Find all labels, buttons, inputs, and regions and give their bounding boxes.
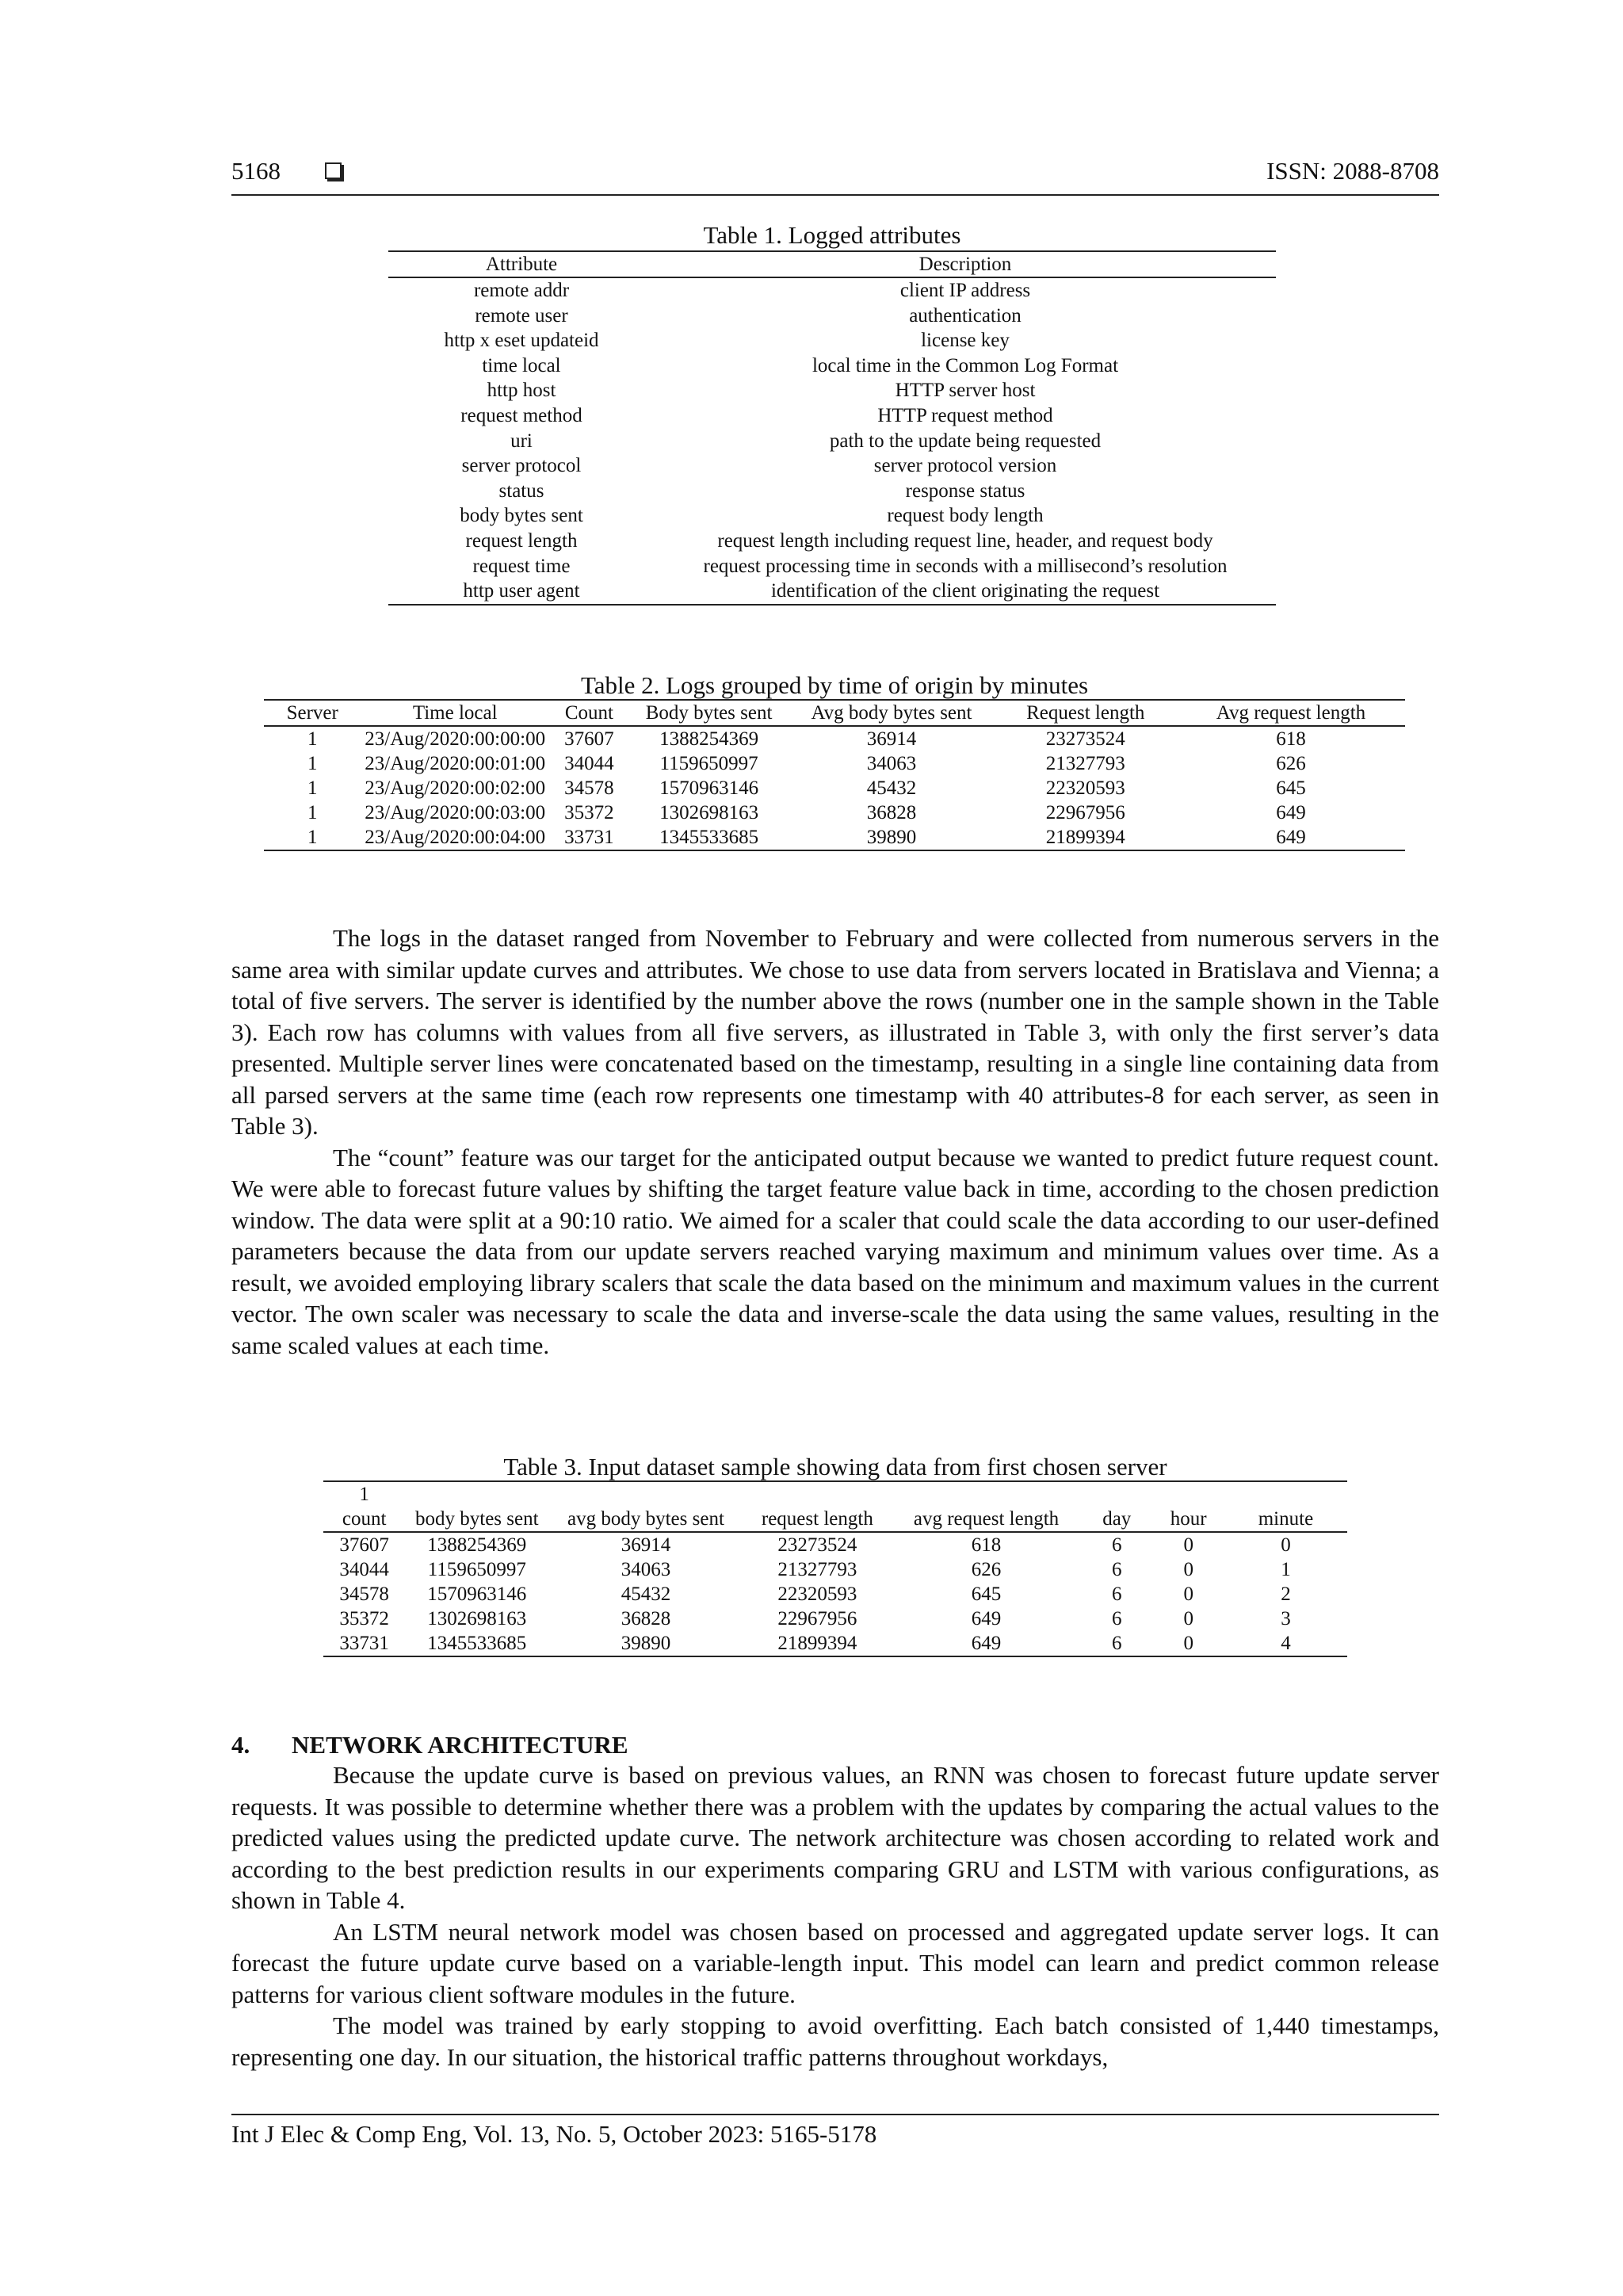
- table-cell: http user agent: [388, 579, 655, 605]
- table-cell: response status: [905, 479, 1025, 502]
- column-header: count: [323, 1507, 405, 1532]
- column-header: body bytes sent: [405, 1507, 548, 1532]
- table-cell: 1: [264, 825, 361, 850]
- table-cell: 649: [1177, 825, 1405, 850]
- table-cell: 1159650997: [659, 753, 758, 774]
- column-header: Server: [264, 700, 361, 726]
- table-cell: 21899394: [995, 825, 1177, 850]
- table-cell: 21899394: [743, 1631, 892, 1656]
- table-cell: license key: [921, 330, 1010, 352]
- table-row: [388, 579, 1276, 605]
- table-cell: request processing time in seconds with a millisecond’s resolution: [703, 555, 1228, 577]
- table-cell: 6: [1112, 1584, 1122, 1605]
- table-cell: 4: [1224, 1631, 1347, 1656]
- table-cell: 6: [1112, 1559, 1122, 1580]
- table-cell: 37607: [564, 728, 614, 750]
- table-cell: remote addr: [473, 280, 570, 301]
- paragraph: An LSTM neural network model was chosen based on processed and aggregated update server logs. It can forecast the future update curve based on a variable-length input. This model can learn and predict common release patterns for various client software modules in the future.: [231, 1917, 1439, 2008]
- table-row: [323, 1532, 1347, 1557]
- paragraph: The model was trained by early stopping to avoid overfitting. Each batch consisted of 1,440 timestamps, representing one day. In our situation, the historical traffic patterns throughout workdays,: [231, 2011, 1439, 2071]
- table-cell: path to the update being requested: [829, 430, 1102, 452]
- table-cell: 2: [1281, 1584, 1291, 1605]
- column-header: Body bytes sent: [629, 700, 789, 726]
- server-label: 1: [323, 1481, 405, 1507]
- table-cell: 45432: [621, 1584, 671, 1605]
- paragraph: Because the update curve is based on previous values, an RNN was chosen to forecast future update server requests. It was possible to determine whether there was a problem with the updates by comparing the actual values to the predicted values using the predicted update curve. The network architecture was chosen according to related work and according to the best prediction results in our experiments comparing GRU and LSTM with various configurations, as shown in Table 4.: [231, 1761, 1439, 1914]
- table-cell: 3: [1281, 1608, 1291, 1629]
- table-2-grid: [264, 699, 1405, 851]
- table-cell: 0: [1281, 1534, 1291, 1556]
- table-cell: 1345533685: [405, 1631, 548, 1656]
- table-row: [388, 378, 1276, 403]
- table-row: [264, 726, 1405, 751]
- table-cell: request length: [465, 529, 578, 552]
- table-row: [388, 353, 1276, 379]
- paragraph: The “count” feature was our target for the anticipated output because we wanted to predict future request count. We were able to forecast future values by shifting the target feature value back in time, according to the chosen prediction window. The data were split at a 90:10 ratio. We aimed for a scaler that could scale the data according to our user-defined parameters because the data from our update servers reached varying maximum and minimum values over time. As a result, we avoided employing library scalers that scale the data based on the minimum and maximum values in the current vector. The own scaler was necessary to scale the data and inverse-scale the data using the same values, resulting in the same scaled values at each time.: [231, 1143, 1439, 1359]
- table-cell: 36828: [866, 802, 917, 823]
- column-header: Count: [549, 700, 629, 726]
- table-cell: 649: [892, 1631, 1081, 1656]
- table-cell: 34044: [564, 753, 614, 774]
- table-cell: 39890: [548, 1631, 743, 1656]
- table-cell: 45432: [866, 777, 917, 799]
- table-3-caption: Table 3. Input dataset sample showing data from first chosen server: [503, 1453, 1167, 1480]
- table-cell: uri: [510, 430, 533, 452]
- table-cell: 645: [1276, 777, 1306, 799]
- table-cell: 37607: [339, 1534, 389, 1556]
- column-header: avg body bytes sent: [548, 1507, 743, 1532]
- table-cell: 23/Aug/2020:00:02:00: [365, 777, 546, 799]
- paragraph: The logs in the dataset ranged from November to February and were collected from numerous servers in the same area with similar update curves and attributes. We chose to use data from servers located in Bratislava and Vienna; a total of five servers. The server is identified by the number above the rows (number one in the sample shown in the Table 3). Each row has columns with values from all five servers, as illustrated in Table 3, with only the first server’s data presented. Multiple server lines were concatenated based on the timestamp, resulting in a single line containing data from all parsed servers at the same time (each row represents one timestamp with 40 attributes-8 for each server, as seen in Table 3).: [231, 924, 1439, 1140]
- table-cell: identification of the client originating the request: [655, 579, 1276, 605]
- table-cell: 35372: [339, 1608, 389, 1629]
- table-cell: 618: [1276, 728, 1306, 750]
- table-cell: 23273524: [1045, 728, 1125, 750]
- column-header: Avg body bytes sent: [789, 700, 994, 726]
- table-cell: 1: [1281, 1559, 1291, 1580]
- table-cell: 34044: [339, 1559, 389, 1580]
- table-cell: HTTP server host: [895, 380, 1036, 402]
- column-header: Time local: [361, 700, 549, 726]
- table-cell: 21327793: [777, 1559, 857, 1580]
- table-row: [323, 1557, 1347, 1582]
- table-row: [264, 800, 1405, 825]
- table-cell: 1159650997: [427, 1559, 526, 1580]
- table-cell: status: [498, 479, 544, 502]
- table-cell: 35372: [564, 802, 614, 823]
- table-cell: server protocol version: [873, 455, 1057, 477]
- column-header: day: [1081, 1507, 1152, 1532]
- table-cell: authentication: [909, 304, 1022, 327]
- table-3: [323, 1454, 1347, 1657]
- table-cell: request body length: [887, 505, 1044, 527]
- journal-citation: Int J Elec & Comp Eng, Vol. 13, No. 5, October 2023: 5165-5178: [231, 2120, 877, 2148]
- table-cell: http host: [487, 380, 556, 402]
- table-2-caption: Table 2. Logs grouped by time of origin by minutes: [580, 671, 1089, 699]
- table-cell: 645: [971, 1584, 1002, 1605]
- section-number: 4.: [231, 1731, 250, 1759]
- table-cell: 1345533685: [629, 825, 789, 850]
- table-cell: 6: [1112, 1534, 1122, 1556]
- table-row: [264, 751, 1405, 776]
- table-cell: 0: [1183, 1608, 1193, 1629]
- page-number: 5168: [231, 157, 281, 185]
- table-cell: request length including request line, header, and request body: [717, 529, 1213, 552]
- table-cell: 33731: [549, 825, 629, 850]
- table-cell: 22967956: [1045, 802, 1125, 823]
- table-cell: 6: [1081, 1631, 1152, 1656]
- table-cell: 34063: [621, 1559, 671, 1580]
- box-bullet-icon: [325, 162, 342, 179]
- table-cell: 1302698163: [427, 1608, 527, 1629]
- table-row: [388, 277, 1276, 304]
- table-row: [264, 825, 1405, 850]
- body-text-block-1: [231, 923, 1439, 1361]
- table-row: [264, 776, 1405, 800]
- body-text-block-2: [231, 1759, 1439, 2073]
- table-row: [388, 403, 1276, 429]
- table-cell: 626: [971, 1559, 1002, 1580]
- table-1-caption: Table 1. Logged attributes: [703, 221, 961, 249]
- section-heading: [231, 1731, 628, 1759]
- table-cell: 1: [307, 753, 318, 774]
- table-cell: 0: [1183, 1584, 1193, 1605]
- table-cell: body bytes sent: [460, 505, 583, 527]
- table-cell: 22967956: [777, 1608, 857, 1629]
- table-cell: 1: [307, 777, 318, 799]
- table-row: [323, 1606, 1347, 1631]
- table-cell: 23/Aug/2020:00:01:00: [365, 753, 546, 774]
- table-cell: local time in the Common Log Format: [812, 354, 1119, 376]
- table-cell: 1570963146: [659, 777, 759, 799]
- table-cell: request method: [460, 404, 582, 426]
- table-cell: 1388254369: [427, 1534, 527, 1556]
- table-row: [388, 453, 1276, 479]
- table-cell: 39890: [789, 825, 994, 850]
- table-row: [323, 1631, 1347, 1656]
- table-2: [264, 672, 1405, 851]
- page-footer: [231, 2114, 1439, 2149]
- table-cell: 23/Aug/2020:00:03:00: [365, 802, 546, 823]
- table-cell: 1570963146: [427, 1584, 527, 1605]
- table-cell: time local: [482, 354, 561, 376]
- column-header: Avg request length: [1177, 700, 1405, 726]
- column-header: minute: [1224, 1507, 1347, 1532]
- issn: ISSN: 2088-8708: [1266, 157, 1439, 185]
- table-1: [388, 222, 1276, 606]
- table-cell: remote user: [475, 304, 568, 327]
- table-cell: 1302698163: [659, 802, 759, 823]
- table-cell: 36914: [621, 1534, 671, 1556]
- table-cell: 34578: [564, 777, 614, 799]
- table-row: [388, 328, 1276, 353]
- table-cell: 23273524: [777, 1534, 857, 1556]
- page-header: [231, 155, 1439, 196]
- column-header: avg request length: [892, 1507, 1081, 1532]
- table-cell: 0: [1183, 1534, 1193, 1556]
- table-1-grid: [388, 250, 1276, 606]
- table-cell: HTTP request method: [877, 404, 1053, 426]
- table-cell: 626: [1276, 753, 1306, 774]
- table-cell: 0: [1183, 1559, 1193, 1580]
- column-header: hour: [1152, 1507, 1224, 1532]
- table-cell: 22320593: [777, 1584, 857, 1605]
- table-cell: 1: [307, 802, 318, 823]
- table-row: [388, 554, 1276, 579]
- table-cell: 22320593: [1045, 777, 1125, 799]
- column-header: request length: [743, 1507, 892, 1532]
- table-cell: 0: [1152, 1631, 1224, 1656]
- table-cell: 6: [1112, 1608, 1122, 1629]
- table-cell: 23/Aug/2020:00:04:00: [361, 825, 549, 850]
- table-cell: 649: [1276, 802, 1306, 823]
- table-cell: 36914: [866, 728, 917, 750]
- table-cell: 618: [971, 1534, 1002, 1556]
- table-cell: 34063: [866, 753, 917, 774]
- table-row: [388, 529, 1276, 554]
- table-row: [388, 479, 1276, 504]
- column-header: Description: [655, 251, 1276, 277]
- table-cell: 36828: [621, 1608, 671, 1629]
- column-header: Attribute: [388, 251, 655, 277]
- table-3-grid: [323, 1480, 1347, 1657]
- table-cell: client IP address: [899, 280, 1031, 301]
- table-cell: 33731: [323, 1631, 405, 1656]
- table-cell: server protocol: [461, 455, 582, 477]
- table-cell: 1388254369: [659, 728, 759, 750]
- table-cell: http x eset updateid: [444, 330, 599, 352]
- table-row: [388, 304, 1276, 329]
- table-cell: 21327793: [1045, 753, 1125, 774]
- table-cell: request time: [472, 555, 571, 577]
- table-cell: 23/Aug/2020:00:00:00: [365, 728, 546, 750]
- table-row: [323, 1582, 1347, 1606]
- table-row: [388, 429, 1276, 454]
- section-title: NETWORK ARCHITECTURE: [292, 1731, 628, 1759]
- table-row: [388, 503, 1276, 529]
- column-header: Request length: [995, 700, 1177, 726]
- table-cell: 1: [307, 728, 318, 750]
- table-cell: 649: [971, 1608, 1002, 1629]
- table-cell: 34578: [339, 1584, 389, 1605]
